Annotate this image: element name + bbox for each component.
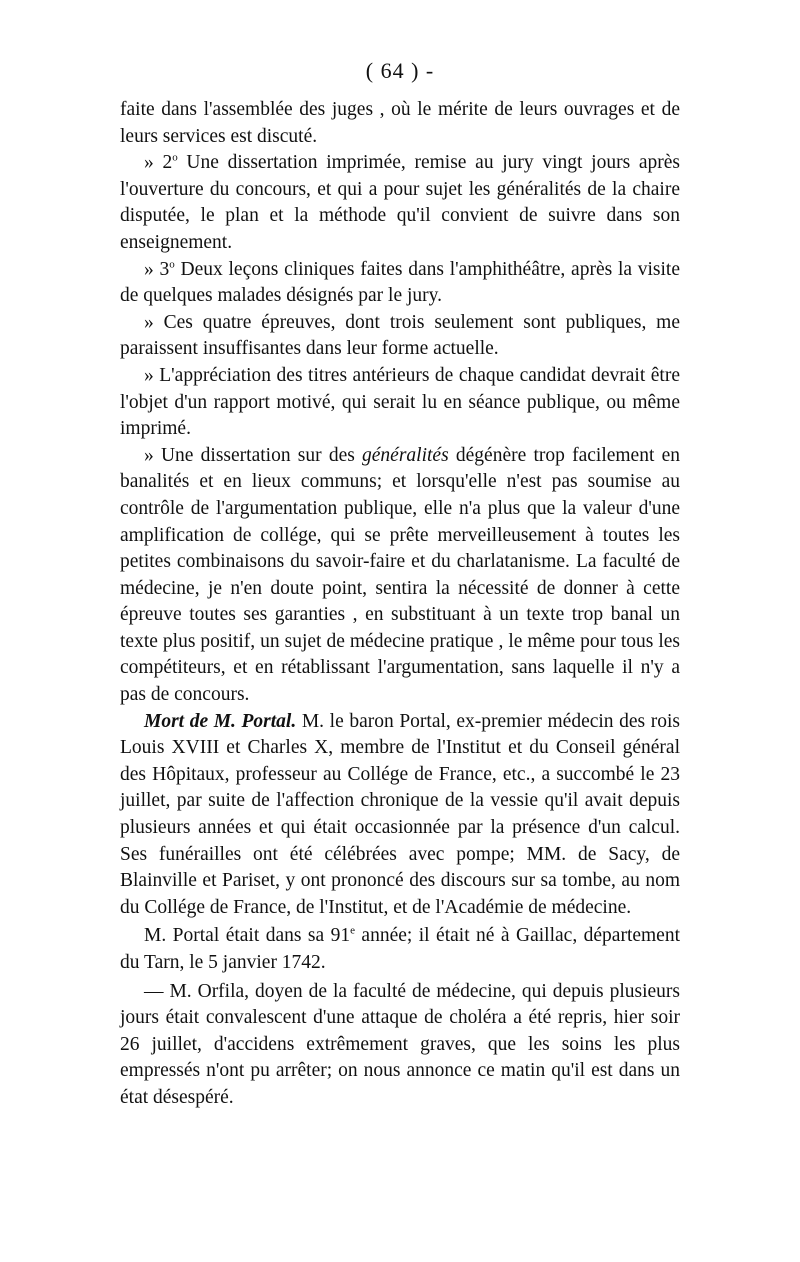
item-number: » 3	[144, 258, 170, 280]
paragraph-item-3	[120, 257, 680, 310]
paragraph-text: dégénère trop facilement en banalités et en lieux communs; et lorsqu'elle n'est pas soumise au contrôle de l'argumentation publique, elle n'a plus que la valeur d'une amplification de collége, qui se prête merveilleusement à toutes les petites combinaisons du savoir-faire et du charlatanisme. La faculté de médecine, je n'en doute point, sentira la nécessité de donner à cette épreuve toutes ses garanties , en substituant à un texte trop banal un texte plus positif, un sujet de médecine pratique , le même pour tous les compétiteurs, et en rétablissant l'argumentation, sans laquelle il n'y a pas de concours.	[120, 444, 680, 706]
ordinal-mark: o	[169, 258, 175, 271]
paragraph-obituary	[120, 709, 680, 922]
run-in-heading: Mort de M. Portal.	[144, 710, 297, 732]
ordinal-mark: o	[172, 151, 178, 164]
paragraph-item-2	[120, 150, 680, 256]
paragraph-text: Une dissertation imprimée, remise au jury vingt jours après l'ouverture du concours, et qui a pour sujet les généralités de la chaire disputée, le plan et la méthode qu'il convient de suivre dans son enseignement.	[120, 152, 680, 253]
paragraph-text: » Ces quatre épreuves, dont trois seulement sont publiques, me paraissent insuffisantes dans leur forme actuelle.	[120, 311, 680, 360]
paragraph-continued	[120, 97, 680, 150]
ordinal-mark: e	[350, 924, 355, 937]
item-number: » 2	[144, 152, 173, 174]
paragraph-text: faite dans l'assemblée des juges , où le mérite de leurs ouvrages et de leurs services est discuté.	[120, 99, 680, 147]
paragraph-text: année; il était né à Gaillac, département du Tarn, le 5 janvier 1742.	[120, 925, 681, 973]
paragraph	[120, 363, 680, 443]
italic-term: généralités	[362, 444, 449, 466]
paragraph-text: M. le baron Portal, ex-premier médecin des rois Louis XVIII et Charles X, membre de l'Institut et du Conseil général des Hôpitaux, professeur au Collége de France, etc., a succombé le 23 juillet, par suite de l'affection chronique de la vessie qu'il avait depuis plusieurs années et qui était occasionnée par la présence d'un calcul. Ses funérailles ont été célébrées avec pompe; MM. de Sacy, de Blainville et Pariset, y ont prononcé des discours sur sa tombe, au nom du Collége de France, de l'Institut, et de l'Académie de médecine.	[120, 710, 680, 918]
paragraph-text: Deux leçons cliniques faites dans l'amphithéâtre, après la visite de quelques malades désignés par le jury.	[120, 258, 681, 307]
paragraph	[120, 310, 680, 363]
paragraph	[120, 443, 680, 709]
paragraph-news	[120, 979, 680, 1112]
paragraph-text: M. Portal était dans sa 91	[144, 925, 351, 947]
page-number: ( 64 ) -	[365, 58, 435, 83]
paragraph-text: » L'appréciation des titres antérieurs de chaque candidat devrait être l'objet d'un rapport motivé, qui serait lu en séance publique, ou même imprimé.	[120, 364, 680, 440]
paragraph-text: » Une dissertation sur des	[144, 444, 363, 466]
paragraph	[120, 923, 680, 976]
body-text	[120, 97, 680, 1112]
paragraph-text: — M. Orfila, doyen de la faculté de médecine, qui depuis plusieurs jours était convalescent d'une attaque de choléra a été repris, hier soir 26 juillet, d'accidens extrêmement graves, que les soins les plus empressés n'ont pu arrêter; on nous annonce ce matin qu'il est dans un état désespéré.	[120, 980, 680, 1108]
